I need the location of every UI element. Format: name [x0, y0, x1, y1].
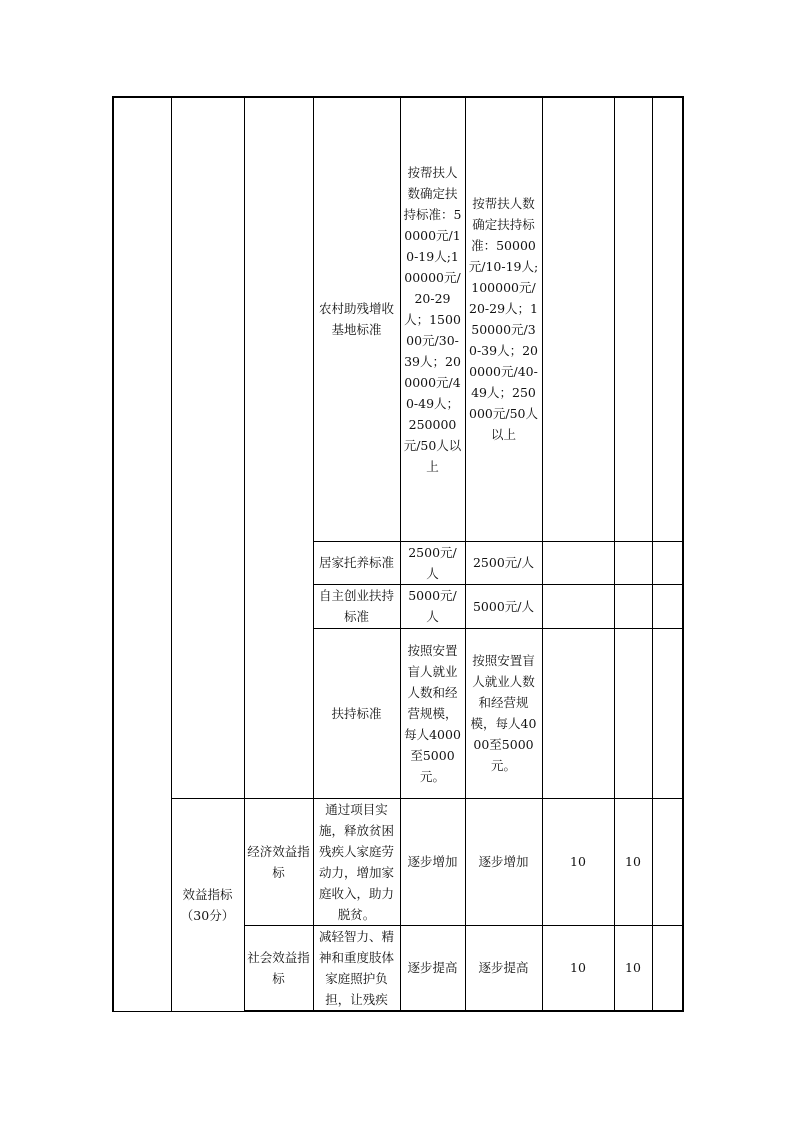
- actual-value-cell: 按帮扶人数确定扶持标准：50000元/10-19人;100000元/20-29人；150000元/30-39人；200000元/40-49人；250000元/50人以上: [465, 97, 542, 541]
- actual-value-cell: 逐步提高: [465, 925, 542, 1011]
- indicator-cell: 减轻智力、精神和重度肢体家庭照护负担，让残疾: [313, 925, 400, 1011]
- indicator-cell: 扶持标准: [313, 628, 400, 798]
- actual-value-cell: 5000元/人: [465, 584, 542, 628]
- remark-cell: [652, 584, 683, 628]
- weight-cell: 10: [542, 798, 614, 925]
- blank-second-level-cell: [171, 97, 244, 798]
- benefit-category-cell: 效益指标（30分）: [171, 798, 244, 1011]
- indicator-cell: 农村助残增收基地标准: [313, 97, 400, 541]
- target-value-cell: 按照安置盲人就业人数和经营规模，每人4000至5000元。: [400, 628, 465, 798]
- target-value-cell: 2500元/人: [400, 541, 465, 584]
- target-value-cell: 逐步增加: [400, 798, 465, 925]
- sub-category-cell: 社会效益指标: [244, 925, 313, 1011]
- score-cell: [614, 541, 652, 584]
- sub-category-cell: 经济效益指标: [244, 798, 313, 925]
- indicator-cell: 居家托养标准: [313, 541, 400, 584]
- weight-cell: 10: [542, 925, 614, 1011]
- remark-cell: [652, 97, 683, 541]
- remark-cell: [652, 541, 683, 584]
- score-cell: [614, 97, 652, 541]
- performance-table: [112, 96, 684, 1012]
- score-cell: [614, 584, 652, 628]
- target-value-cell: 逐步提高: [400, 925, 465, 1011]
- target-value-cell: 5000元/人: [400, 584, 465, 628]
- target-value-cell: 按帮扶人数确定扶持标准：50000元/10-19人;100000元/20-29人；150000元/30-39人；200000元/40-49人；250000元/50人以上: [400, 97, 465, 541]
- actual-value-cell: 逐步增加: [465, 798, 542, 925]
- weight-cell: [542, 541, 614, 584]
- remark-cell: [652, 628, 683, 798]
- remark-cell: [652, 798, 683, 925]
- score-cell: [614, 628, 652, 798]
- actual-value-cell: 按照安置盲人就业人数和经营规模，每人4000至5000元。: [465, 628, 542, 798]
- weight-cell: [542, 584, 614, 628]
- actual-value-cell: 2500元/人: [465, 541, 542, 584]
- indicator-cell: 自主创业扶持标准: [313, 584, 400, 628]
- weight-cell: [542, 628, 614, 798]
- score-cell: 10: [614, 925, 652, 1011]
- blank-third-level-cell: [244, 97, 313, 798]
- indicator-cell: 通过项目实施，释放贫困残疾人家庭劳动力，增加家庭收入，助力脱贫。: [313, 798, 400, 925]
- score-cell: 10: [614, 798, 652, 925]
- table-row: [113, 798, 683, 925]
- weight-cell: [542, 97, 614, 541]
- table-row: [113, 97, 683, 541]
- remark-cell: [652, 925, 683, 1011]
- blank-first-level-cell: [113, 97, 171, 1011]
